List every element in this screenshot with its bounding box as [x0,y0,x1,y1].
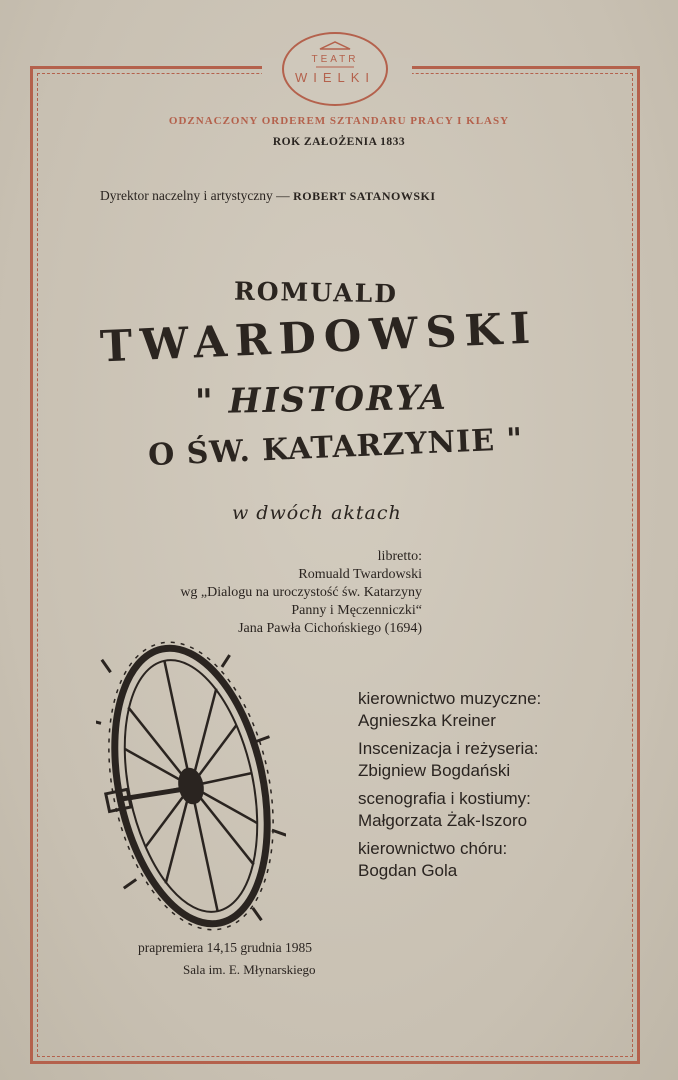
credit-music-direction [358,688,541,732]
credit-choir-direction [358,838,541,882]
credit-role: Inscenizacja i reżyseria: [358,739,539,758]
credit-staging-direction [358,738,541,782]
premiere-date: prapremiera 14,15 grudnia 1985 [138,940,312,955]
catherine-wheel-illustration [96,636,286,936]
venue-name: Sala im. E. Młynarskiego [183,962,316,977]
libretto-line: wg „Dialogu na uroczystość św. Katarzyny [180,585,422,600]
credit-person: Małgorzata Żak-Iszoro [358,811,528,830]
teatr-wielki-logo [282,32,388,106]
theatre-building-icon [284,34,386,104]
work-title-line2: O ŚW. KATARZYNIE " [147,421,524,474]
libretto-line: libretto: [377,549,422,564]
credit-person: Zbigniew Bogdański [358,761,511,780]
author-last-name: TWARDOWSKI [99,303,540,373]
work-title-line1: " HISTORYA [194,377,449,423]
credit-role: scenografia i kostiumy: [358,789,531,808]
libretto-line: Panny i Męczenniczki“ [291,603,422,618]
libretto-line: Jana Pawła Cichońskiego (1694) [238,621,422,636]
order-text: ODZNACZONY ORDEREM SZTANDARU PRACY I KLASY [168,115,510,127]
logo-text-wielki: WIELKI [294,70,376,85]
credit-person: Bogdan Gola [358,861,458,880]
libretto-block [180,548,422,638]
director-name: ROBERT SATANOWSKI [293,189,436,203]
libretto-line: Romuald Twardowski [298,567,422,582]
founded-text: ROK ZAŁOŻENIA 1833 [272,136,406,148]
acts-subtitle: w dwóch aktach [232,502,402,524]
author-first-name: ROMUALD [233,276,399,309]
credit-role: kierownictwo chóru: [358,839,508,858]
credit-role: kierownictwo muzyczne: [358,689,542,708]
director-line [100,188,436,204]
director-label: Dyrektor naczelny i artystyczny — [100,188,290,203]
logo-text-teatr: TEATR [311,54,359,65]
credits-block [358,688,541,888]
credit-scenography [358,788,541,832]
credit-person: Agnieszka Kreiner [358,711,496,730]
